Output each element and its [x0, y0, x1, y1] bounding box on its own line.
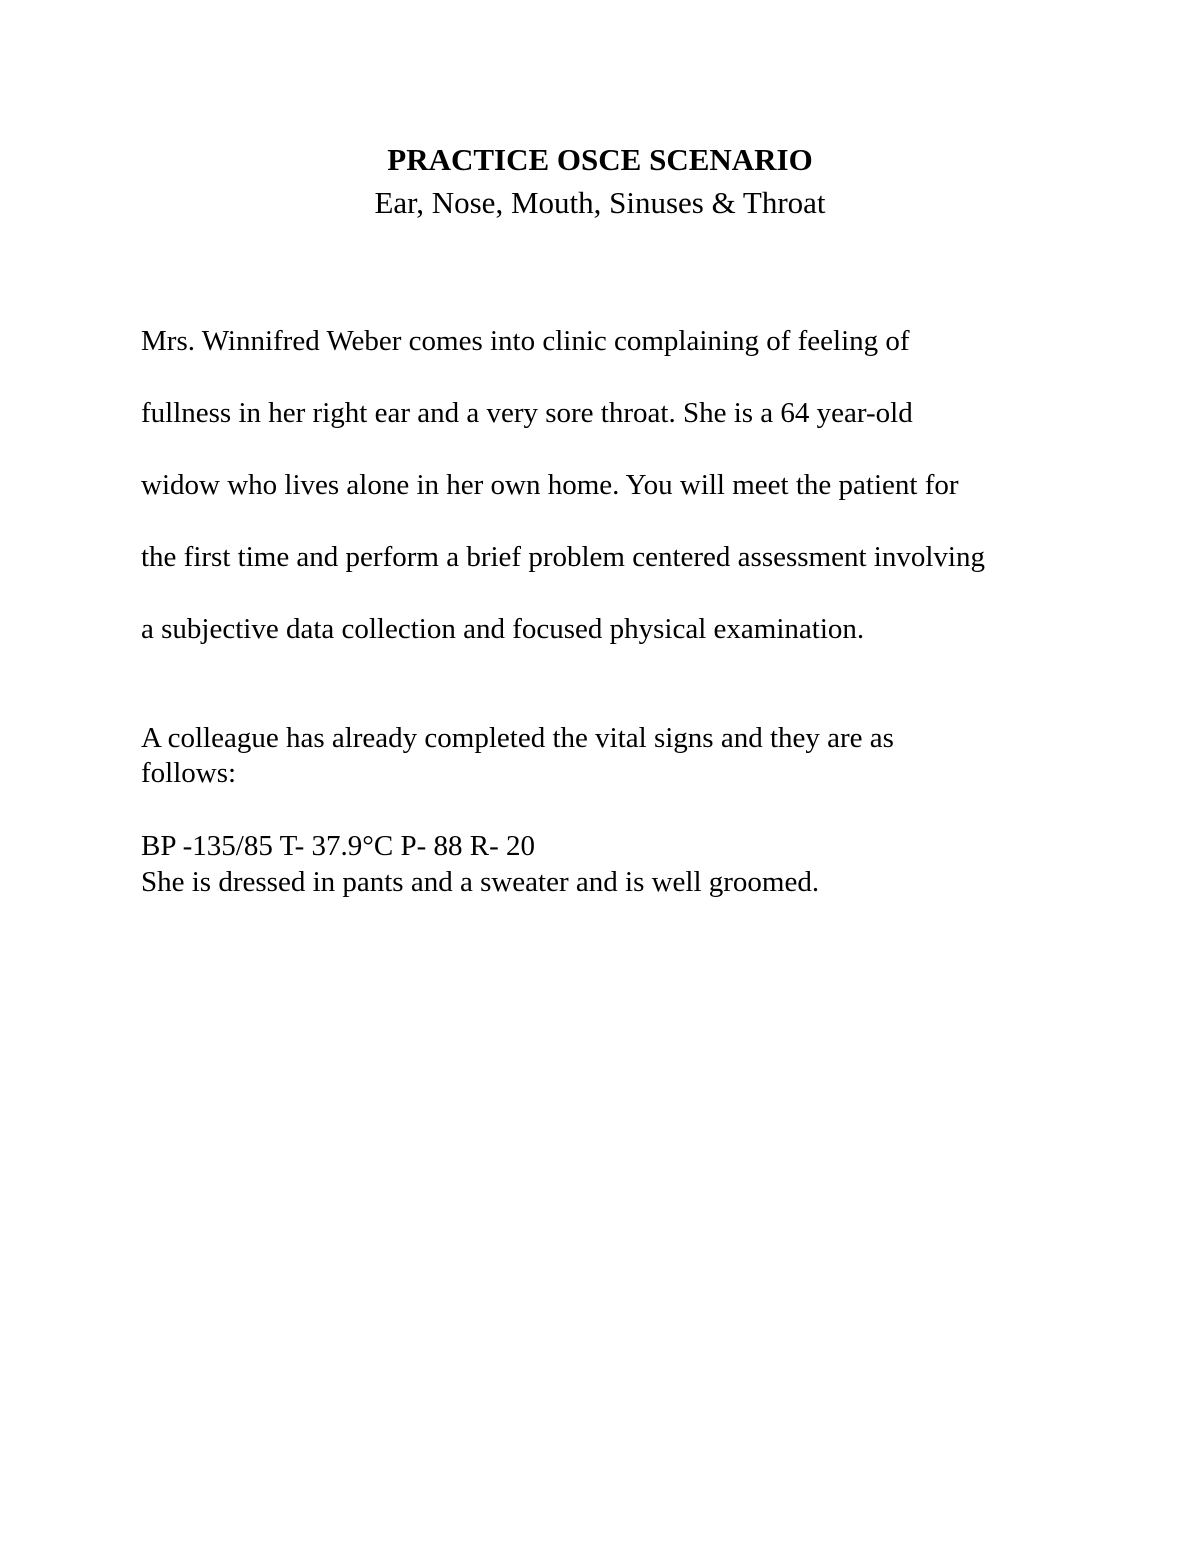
appearance-note: She is dressed in pants and a sweater and is well groomed.	[141, 866, 820, 898]
scenario-line: fullness in her right ear and a very sore throat. She is a 64 year-old	[141, 397, 913, 429]
vitals-intro-line: A colleague has already completed the vital signs and they are as	[141, 722, 894, 754]
vital-signs: BP -135/85 T- 37.9°C P- 88 R- 20	[141, 830, 536, 862]
vitals-intro-line: follows:	[141, 757, 237, 789]
scenario-line: a subjective data collection and focused physical examination.	[141, 613, 865, 645]
scenario-line: Mrs. Winnifred Weber comes into clinic complaining of feeling of	[141, 325, 910, 357]
scenario-line: the first time and perform a brief problem centered assessment involving	[141, 541, 985, 573]
scenario-line: widow who lives alone in her own home. You will meet the patient for	[141, 469, 959, 501]
document-title: PRACTICE OSCE SCENARIO	[387, 142, 813, 177]
document-subtitle: Ear, Nose, Mouth, Sinuses & Throat	[374, 185, 826, 220]
